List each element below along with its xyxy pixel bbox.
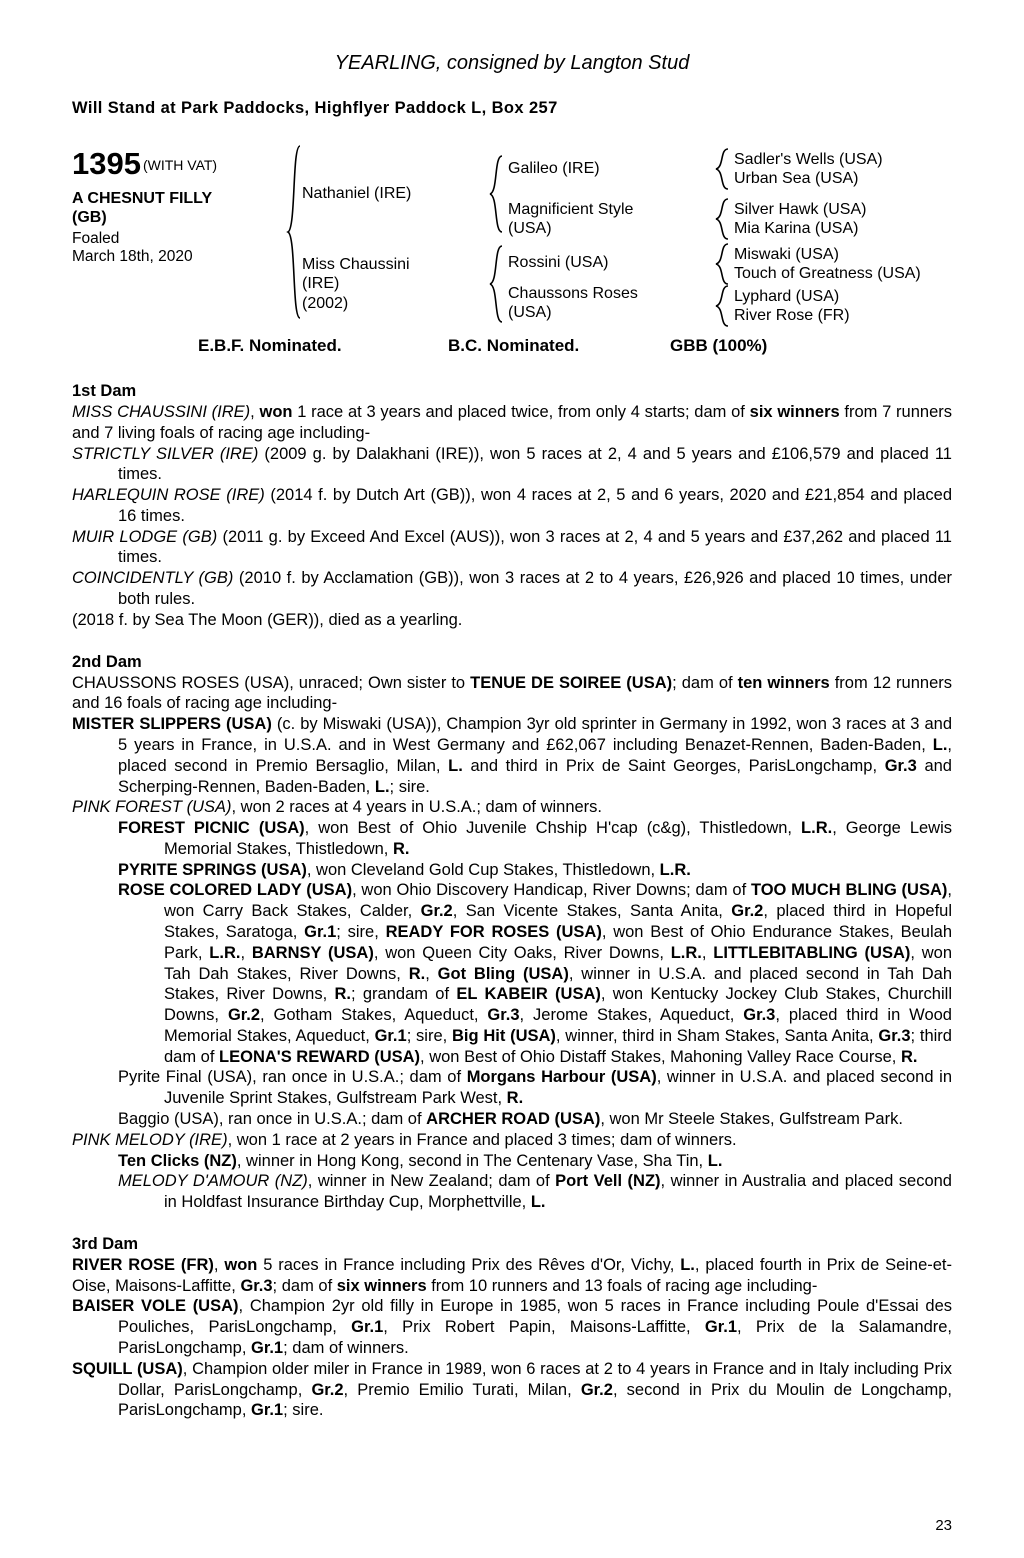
dam-line: CHAUSSONS ROSES (USA), unraced; Own sister to TENUE DE SOIREE (USA); dam of ten winners from 12 runners and 16 foals of racing age including- — [72, 673, 953, 713]
gg-1: Sadler's Wells (USA) — [734, 150, 883, 168]
sire-dam-name: Magnificient Style — [508, 200, 634, 218]
dam-line: FOREST PICNIC (USA), won Best of Ohio Juvenile Chship H'cap (c&g), Thistledown, L.R., George Lewis Memorial Stakes, Thistledown, R. — [118, 819, 952, 858]
pedigree-block — [72, 144, 952, 328]
foaled-label: Foaled — [72, 229, 120, 247]
bc-nomination: B.C. Nominated. — [448, 336, 580, 355]
dam-line: SQUILL (USA), Champion older miler in France in 1989, won 6 races at 2 to 4 years in France and in Italy including Prix Dollar, ParisLongchamp, Gr.2, Premio Emilio Turati, Milan, Gr.2, second in Prix du Moulin de Longchamp, ParisLongchamp, Gr.1; sire. — [72, 1359, 952, 1420]
brace-gg-3 — [714, 244, 730, 284]
pedigree-col-great-grandparents — [730, 144, 988, 328]
sire-grandparents — [504, 144, 714, 244]
dam-line: MELODY D'AMOUR (NZ), winner in New Zealand; dam of Port Vell (NZ), winner in Australia and placed second in Holdfast Insurance Birthday Cup, Morphettville, L. — [118, 1172, 952, 1212]
gbb-nomination: GBB (100%) — [670, 336, 768, 355]
brace-gg-2 — [714, 194, 730, 244]
dam-line: Baggio (USA), ran once in U.S.A.; dam of ARCHER ROAD (USA), won Mr Steele Stakes, Gulfstream Park. — [118, 1110, 903, 1128]
lot-vat-note: (WITH VAT) — [142, 157, 218, 173]
sire-sire-name: Galileo (IRE) — [508, 160, 600, 178]
brace-gg-4 — [714, 284, 730, 328]
brace-level-3-group — [714, 144, 730, 328]
dam-line: Pyrite Final (USA), ran once in U.S.A.; dam of Morgans Harbour (USA), winner in U.S.A. and placed second in Juvenile Sprint Stakes, Gulfstream Park West, R. — [118, 1068, 953, 1108]
gg-4: Mia Karina (USA) — [734, 220, 859, 237]
lot-colour-sex-text: A CHESNUT FILLY — [72, 190, 213, 207]
lot-foaled — [72, 230, 286, 267]
dam-line: PYRITE SPRINGS (USA), won Cleveland Gold Cup Stakes, Thistledown, L.R. — [118, 860, 691, 879]
dam-sire-name: Rossini (USA) — [508, 254, 609, 272]
gg-3: Silver Hawk (USA) — [734, 200, 867, 218]
dam-cell — [302, 244, 488, 324]
page-number: 23 — [935, 1517, 952, 1534]
dam-country: (IRE) — [302, 275, 340, 293]
dam-dam-country: (USA) — [508, 304, 552, 322]
pedigree-col-parents — [302, 144, 488, 324]
dam-heading-1: 1st Dam — [72, 382, 137, 400]
lot-number: 1395 — [72, 146, 141, 181]
dam-line: RIVER ROSE (FR), won 5 races in France including Prix des Rêves d'Or, Vichy, L., placed fourth in Prix de Seine-et-Oise, Maisons-Laffitte, Gr.3; dam of six winners from 10 runners and 13 foals of racing age including- — [72, 1255, 953, 1295]
brace-level-2-group — [488, 144, 504, 324]
dam-line: PINK MELODY (IRE), won 1 race at 2 years in France and placed 3 times; dam of winners. — [72, 1130, 737, 1149]
brace-dam-parents — [488, 244, 504, 324]
dam-heading-2: 2nd Dam — [72, 652, 142, 671]
gg-2: Urban Sea (USA) — [734, 170, 859, 187]
dam-line: COINCIDENTLY (GB) (2010 f. by Acclamation (GB)), won 3 races at 2 to 4 years, £26,926 and placed 10 times, under both rules. — [72, 569, 952, 609]
lot-colour-sex — [72, 190, 286, 228]
page-title: YEARLING, consigned by Langton Stud — [334, 52, 690, 74]
dam-line: Ten Clicks (NZ), winner in Hong Kong, second in The Centenary Vase, Sha Tin, L. — [118, 1151, 723, 1170]
gg-8: River Rose (FR) — [734, 307, 850, 324]
sire-name: Nathaniel (IRE) — [302, 185, 412, 203]
gg-6: Touch of Greatness (USA) — [734, 265, 921, 282]
lot-details — [72, 144, 286, 267]
dam-line: MISS CHAUSSINI (IRE), won 1 race at 3 years and placed twice, from only 4 starts; dam of six winners from 7 runners and 7 living foals of racing age including- — [72, 403, 953, 442]
sire-dam-country: (USA) — [508, 220, 552, 237]
dam-line: ROSE COLORED LADY (USA), won Ohio Discovery Handicap, River Downs; dam of TOO MUCH BLING (USA), won Carry Back Stakes, Calder, Gr.2, San Vicente Stakes, Santa Anita, Gr.2, placed third in Hopeful Stakes, Saratoga, Gr.1; sire, READY FOR ROSES (USA), won Best of Ohio Endurance Stakes, Beulah Park, L.R., BARNSY (USA), won Queen City Oaks, River Downs, L.R., LITTLEBITABLING (USA), won Tah Dah Stakes, River Downs, R., Got Bling (USA), winner in U.S.A. and placed second in Tah Dah Stakes, River Downs, R.; grandam of EL KABEIR (USA), won Kentucky Jockey Club Stakes, Churchill Downs, Gr.2, Gotham Stakes, Aqueduct, Gr.3, Jerome Stakes, Aqueduct, Gr.3, placed third in Wood Memorial Stakes, Aqueduct, Gr.1; sire, Big Hit (USA), winner, third in Sham Stakes, Santa Anita, Gr.3; third dam of LEONA'S REWARD (USA), won Best of Ohio Distaff Stakes, Mahoning Valley Race Course, R. — [118, 881, 953, 1066]
lot-country: (GB) — [72, 208, 107, 226]
dam-name: Miss Chaussini — [302, 256, 410, 274]
dam-line: STRICTLY SILVER (IRE) (2009 g. by Dalakhani (IRE)), won 5 races at 2, 4 and 5 years and £106,579 and placed 11 times. — [72, 444, 952, 484]
dam-line: PINK FOREST (USA), won 2 races at 4 years in U.S.A.; dam of winners. — [72, 798, 603, 817]
dam-line: (2018 f. by Sea The Moon (GER)), died as a yearling. — [72, 610, 463, 629]
brace-level-1 — [286, 144, 302, 328]
dam-dam-name: Chaussons Roses — [508, 284, 638, 302]
brace-gg-1 — [714, 144, 730, 194]
dam-line: HARLEQUIN ROSE (IRE) (2014 f. by Dutch Art (GB)), won 4 races at 2, 5 and 6 years, 2020 and £21,854 and placed 16 times. — [72, 486, 953, 525]
stand-location-line: Will Stand at Park Paddocks, Highflyer Paddock L, Box 257 — [72, 99, 558, 117]
gg-5: Miswaki (USA) — [734, 245, 839, 263]
nominations-row — [72, 336, 952, 356]
ebf-nomination: E.B.F. Nominated. — [198, 336, 342, 355]
sire-cell — [302, 144, 488, 244]
brace-sire-parents — [488, 144, 504, 244]
dam-line: BAISER VOLE (USA), Champion 2yr old filly in Europe in 1985, won 5 races in France including Poule d'Essai des Pouliches, ParisLongchamp, Gr.1, Prix Robert Papin, Maisons-Laffitte, Gr.1, Prix de la Salamandre, ParisLongchamp, Gr.1; dam of winners. — [72, 1297, 953, 1358]
dam-line: MISTER SLIPPERS (USA) (c. by Miswaki (USA)), Champion 3yr old sprinter in Germany in 1992, won 3 races at 3 and 5 years in France, in U.S.A. and in West Germany and £62,067 including Benazet-Rennen, Baden-Baden, L., placed second in Premio Bersaglio, Milan, L. and third in Prix de Saint Georges, ParisLongchamp, Gr.3 and Scherping-Rennen, Baden-Baden, L.; sire. — [72, 715, 952, 796]
dam-section-2 — [72, 653, 952, 1213]
gg-7: Lyphard (USA) — [734, 287, 840, 305]
dam-section-1 — [72, 382, 952, 631]
dam-heading-3: 3rd Dam — [72, 1234, 139, 1253]
foaled-date: March 18th, 2020 — [72, 248, 193, 266]
dam-section-3 — [72, 1235, 952, 1421]
dam-year: (2002) — [302, 294, 349, 312]
pedigree-col-grandparents — [504, 144, 714, 324]
dam-line: MUIR LODGE (GB) (2011 g. by Exceed And Excel (AUS)), won 3 races at 2, 4 and 5 years and £37,262 and placed 11 times. — [72, 527, 952, 567]
dam-grandparents — [504, 244, 714, 324]
